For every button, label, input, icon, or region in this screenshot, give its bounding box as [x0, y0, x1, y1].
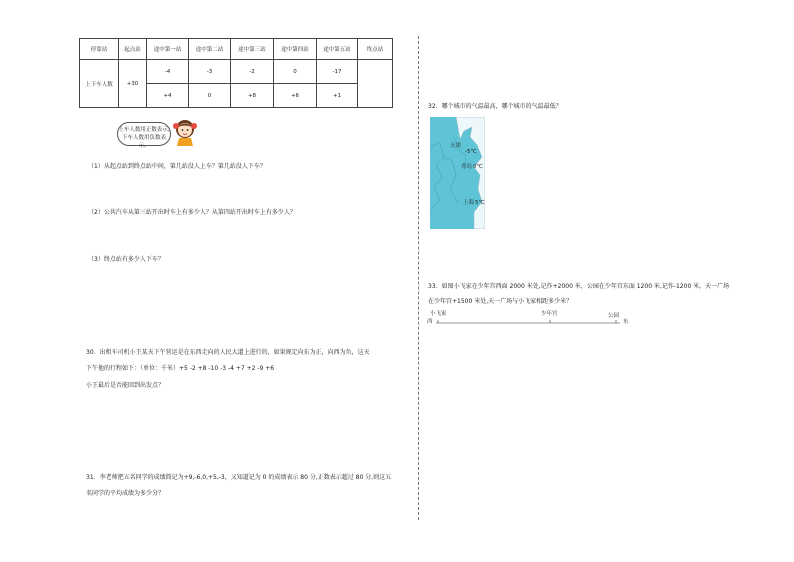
table-cell: -4	[147, 60, 189, 84]
table-cell: -3	[189, 60, 231, 84]
question-31-line1: 31．李老师把五名同学的成绩简记为+9,-6,0,+5,-3，又知道记为 0 的成绩表示 80 分,正数表示超过 80 分,则这五	[86, 474, 392, 481]
home-label: 小飞家	[430, 311, 447, 317]
number-line-axis	[428, 313, 638, 329]
table-cell: +6	[274, 84, 317, 108]
question-33-line2: 在少年宫+1500 米处,天一广场与小飞家相距多少米？	[428, 298, 573, 305]
table-header: 终点站	[358, 39, 393, 60]
table-header: 途中第四站	[274, 39, 317, 60]
speech-bubble	[117, 122, 171, 149]
question-30-line1: 30．出租车司机小王某天下午营运是在东西走向的人民大道上进行的，如果规定向东为正，向西为负，这天	[86, 349, 370, 356]
row-label: 上下车人数	[80, 60, 119, 108]
table-header: 起点站	[119, 39, 147, 60]
table-header: 途中第三站	[231, 39, 274, 60]
question-33-line1: 33．如图小飞家在少年宫西面 2000 米处,记作+2000 米，公园在少年宫东面 1200 米,记作-1200 米。天一广场	[428, 283, 730, 290]
table-header: 停靠站	[80, 39, 119, 60]
bubble-line: 上车人数用正数表示,	[118, 127, 170, 133]
table-cell: +4	[147, 84, 189, 108]
question-30-line3: 小王最后是否能回到出发点？	[86, 382, 165, 389]
table-cell-empty	[358, 60, 393, 108]
temperature-map	[430, 117, 485, 229]
table-header: 途中第五站	[317, 39, 358, 60]
question-31-line2: 名同学的平均成绩为多少分？	[86, 490, 165, 497]
park-label: 公园	[608, 313, 620, 319]
bubble-line: 下车人数用负数表示。	[121, 135, 166, 149]
table-cell: 0	[189, 84, 231, 108]
table-cell: +8	[231, 84, 274, 108]
question-32: 32．哪个城市的气温最高，哪个城市的气温最低？	[428, 103, 562, 110]
city-label-qingdao: 青岛	[461, 164, 473, 170]
table-header: 途中第二站	[189, 39, 231, 60]
table-cell: -2	[231, 60, 274, 84]
column-divider	[418, 36, 419, 520]
start-value: +30	[119, 60, 147, 108]
temp-tianjin: -5℃	[465, 149, 477, 155]
palace-label: 少年宫	[541, 311, 558, 317]
number-line	[428, 313, 638, 329]
question-2: （2）公共汽车从第三站开出时车上有多少人？从第四站开出时车上有多少人？	[88, 209, 296, 216]
city-label-tianjin: 天津	[450, 143, 462, 149]
bus-passenger-table	[79, 38, 393, 108]
west-label: 西	[427, 319, 433, 325]
temp-qingdao: 0℃	[473, 164, 483, 170]
table-cell: 0	[274, 60, 317, 84]
girl-illustration-icon	[172, 118, 198, 146]
temp-shanghai: 5℃	[475, 200, 485, 206]
question-3: （3）终点站有多少人下车？	[88, 256, 164, 263]
east-label: 东	[623, 319, 629, 325]
map-land-shape-icon	[430, 117, 485, 229]
city-label-shanghai: 上海	[463, 200, 475, 206]
table-cell: -17	[317, 60, 358, 84]
question-1: （1）从起点站到终点站中间，第几站没人上车？第几站没人下车？	[88, 163, 266, 170]
table-header: 途中第一站	[147, 39, 189, 60]
question-30-line2: 下午他的行程如下：（单位：千米）+5 -2 +8 -10 -3 -4 +7 +2 -9 +6	[86, 365, 275, 372]
table-cell: +1	[317, 84, 358, 108]
